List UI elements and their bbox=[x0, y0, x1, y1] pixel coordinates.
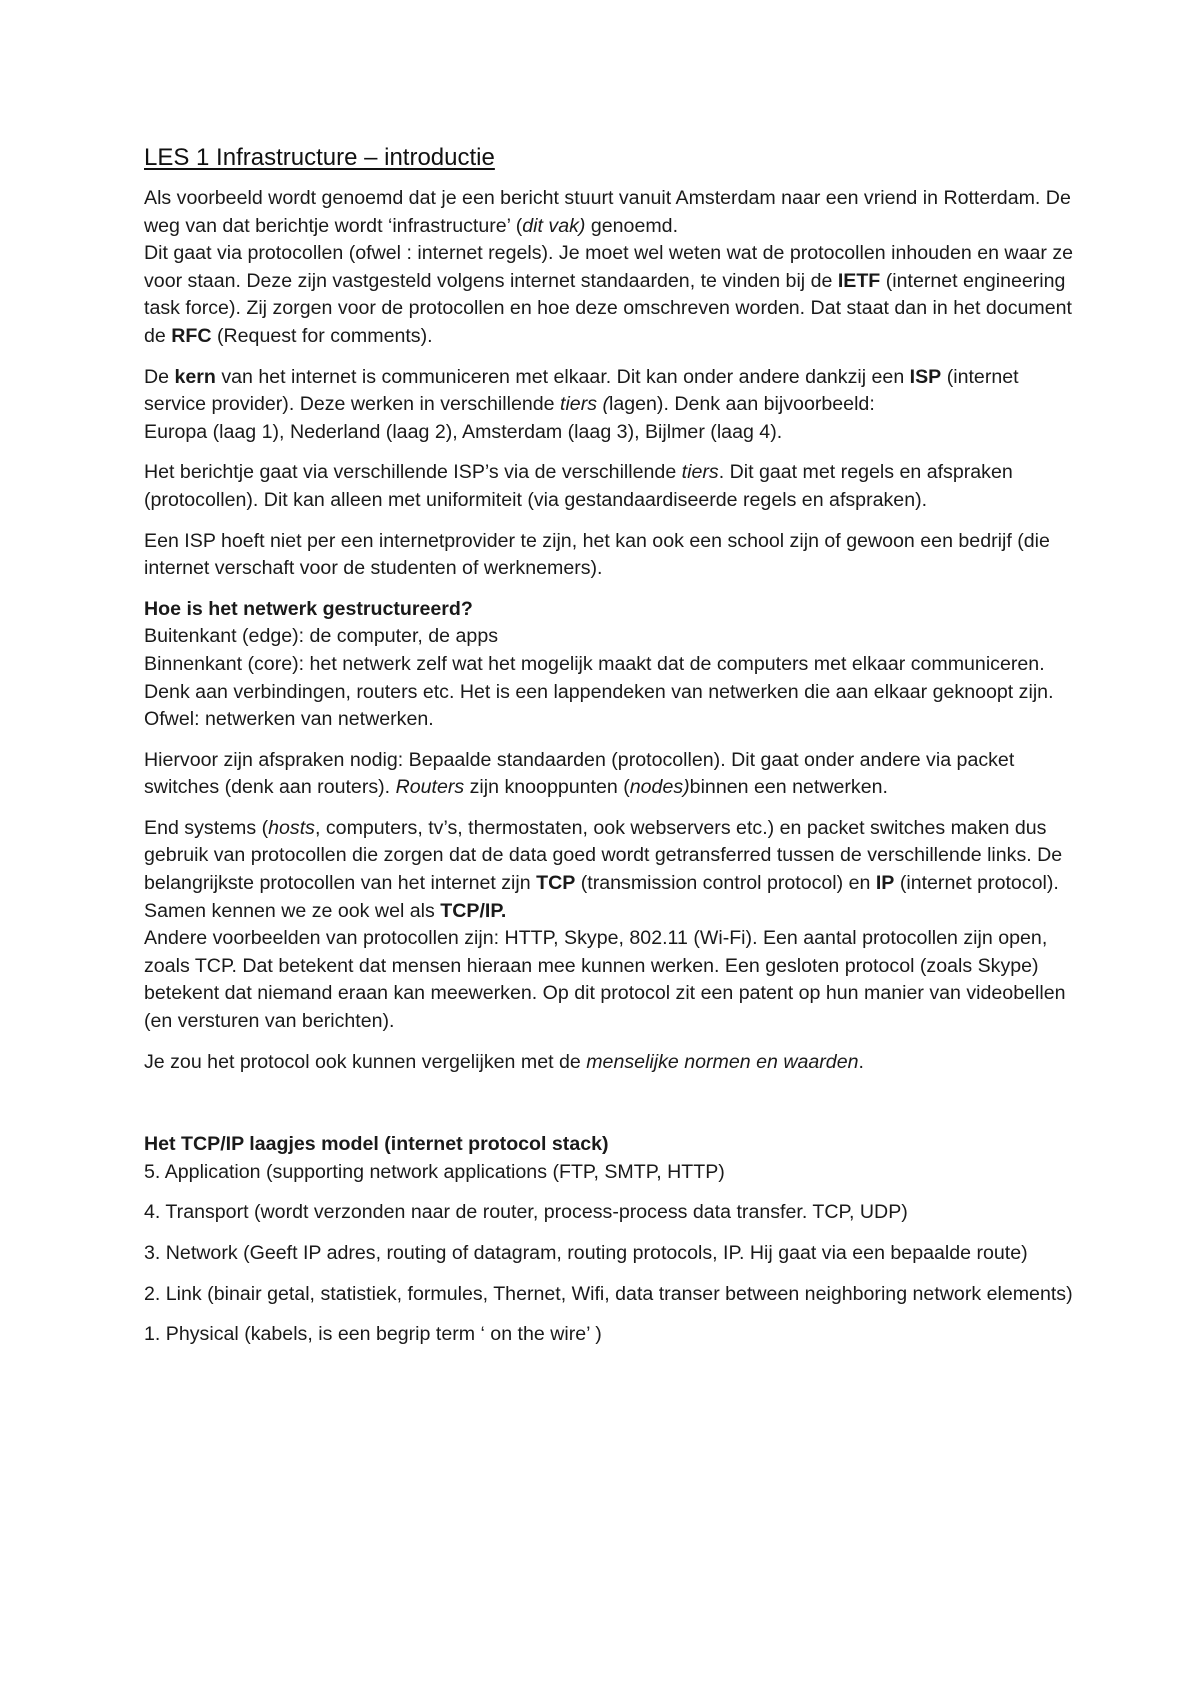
italic-text: hosts bbox=[268, 816, 315, 839]
text: Je zou het protocol ook kunnen vergelijken met de bbox=[144, 1050, 587, 1073]
paragraph-infrastructure bbox=[144, 185, 1084, 351]
document-body bbox=[144, 143, 1084, 1362]
italic-text: tiers ( bbox=[560, 393, 609, 416]
paragraph-end-systems bbox=[144, 815, 1084, 1036]
italic-text: menselijke normen en waarden bbox=[586, 1050, 859, 1073]
paragraph-isp-tiers bbox=[144, 459, 1084, 514]
text: binnen een netwerken. bbox=[689, 776, 888, 799]
paragraph-isp-school: Een ISP hoeft niet per een internetprovider te zijn, het kan ook een school zijn of gewoon een bedrijf (die internet verschaft voor de studenten of werknemers). bbox=[144, 529, 1050, 580]
spacer bbox=[144, 1089, 1084, 1131]
bold-text: RFC bbox=[171, 324, 212, 347]
paragraph-afspraken bbox=[144, 747, 1084, 802]
text: (internet engineering task force). Zij zorgen voor de protocollen en hoe deze omschreven worden. Dat staat dan in het document de bbox=[144, 269, 1072, 347]
paragraph-kern bbox=[144, 364, 1084, 447]
section-heading: Hoe is het netwerk gestructureerd? bbox=[144, 597, 473, 620]
protocol-stack-layer-4: 4. Transport (wordt verzonden naar de router, process-process data transfer. TCP, UDP) bbox=[144, 1201, 908, 1224]
text-line: Buitenkant (edge): de computer, de apps bbox=[144, 625, 499, 648]
text: Het berichtje gaat via verschillende ISP’s via de verschillende bbox=[144, 461, 682, 484]
bold-text: TCP/IP. bbox=[440, 899, 507, 922]
bold-text: ISP bbox=[909, 365, 942, 388]
text: Andere voorbeelden van protocollen zijn: HTTP, Skype, 802.11 (Wi-Fi). Een aantal protocollen zijn open, zoals TCP. Dat betekent dat mensen hieraan mee kunnen werken. Een gesloten protocol (zoals Skype) betekent dat niemand eraan kan meewerken. Op dit protocol zit een patent op hun manier van videobellen (en versturen van berichten). bbox=[144, 927, 1066, 1033]
protocol-stack-layer-5 bbox=[144, 1131, 1084, 1186]
bold-text: kern bbox=[174, 365, 216, 388]
paragraph-normen bbox=[144, 1049, 1084, 1077]
text-line: Binnenkant (core): het netwerk zelf wat het mogelijk maakt dat de computers met elkaar communiceren. Denk aan verbindingen, routers etc. Het is een lappendeken van netwerken die aan elkaar geknoopt zijn. Ofwel: netwerken van netwerken. bbox=[144, 652, 1054, 731]
text: Europa (laag 1), Nederland (laag 2), Amsterdam (laag 3), Bijlmer (laag 4). bbox=[144, 420, 783, 443]
section-heading: Het TCP/IP laagjes model (internet protocol stack) bbox=[144, 1133, 609, 1156]
bold-text: IETF bbox=[837, 269, 881, 292]
bold-text: IP bbox=[875, 872, 895, 895]
text: , computers, tv’s, thermostaten, ook webservers etc.) en packet switches maken dus gebruik van protocollen die zorgen dat de data goed wordt getransferred tussen de verschillende links. De belangrijkste protocollen van het internet zijn bbox=[144, 816, 1063, 895]
text: lagen). Denk aan bijvoorbeeld: bbox=[608, 393, 875, 416]
protocol-stack-layer-2: 2. Link (binair getal, statistiek, formules, Thernet, Wifi, data transer between neighboring network elements) bbox=[144, 1282, 1073, 1305]
text: End systems ( bbox=[144, 816, 269, 839]
text: zijn knooppunten ( bbox=[464, 776, 630, 799]
text-line: 5. Application (supporting network applications (FTP, SMTP, HTTP) bbox=[144, 1160, 725, 1183]
italic-text: dit vak) bbox=[522, 214, 586, 237]
text: . bbox=[858, 1050, 864, 1073]
protocol-stack-layer-1: 1. Physical (kabels, is een begrip term ‘ on the wire’ ) bbox=[144, 1323, 602, 1346]
italic-text: tiers bbox=[681, 461, 719, 484]
text: genoemd. bbox=[585, 214, 679, 237]
text: Dit gaat via protocollen (ofwel : internet regels). Je moet wel weten wat de protocollen inhouden en waar ze voor staan. Deze zijn vastgesteld volgens internet standaarden, te vinden bij de bbox=[144, 242, 1074, 292]
paragraph-netwerk-structuur bbox=[144, 596, 1084, 734]
italic-text: nodes) bbox=[629, 776, 690, 799]
text: van het internet is communiceren met elkaar. Dit kan onder andere dankzij een bbox=[215, 365, 910, 388]
text: (transmission control protocol) en bbox=[575, 872, 876, 895]
text: Hiervoor zijn afspraken nodig: Bepaalde standaarden (protocollen). Dit gaat onder andere via packet switches (denk aan routers). bbox=[144, 748, 1015, 799]
text: . Dit gaat met regels en afspraken (protocollen). Dit kan alleen met uniformiteit (via gestandaardiseerde regels en afspraken). bbox=[144, 461, 1013, 511]
italic-text: Routers bbox=[395, 776, 465, 799]
bold-text: TCP bbox=[536, 872, 576, 895]
text: (internet service provider). Deze werken in verschillende bbox=[144, 365, 1019, 416]
text: (internet protocol). Samen kennen we ze ook wel als bbox=[144, 872, 1059, 922]
text: (Request for comments). bbox=[211, 324, 433, 347]
page-title: LES 1 Infrastructure – introductie bbox=[144, 144, 495, 171]
text: De bbox=[144, 365, 175, 388]
protocol-stack-layer-3: 3. Network (Geeft IP adres, routing of datagram, routing protocols, IP. Hij gaat via een bepaalde route) bbox=[144, 1242, 1028, 1264]
text: Als voorbeeld wordt genoemd dat je een bericht stuurt vanuit Amsterdam naar een vriend in Rotterdam. De weg van dat berichtje wordt ‘infrastructure’ ( bbox=[144, 187, 1071, 237]
